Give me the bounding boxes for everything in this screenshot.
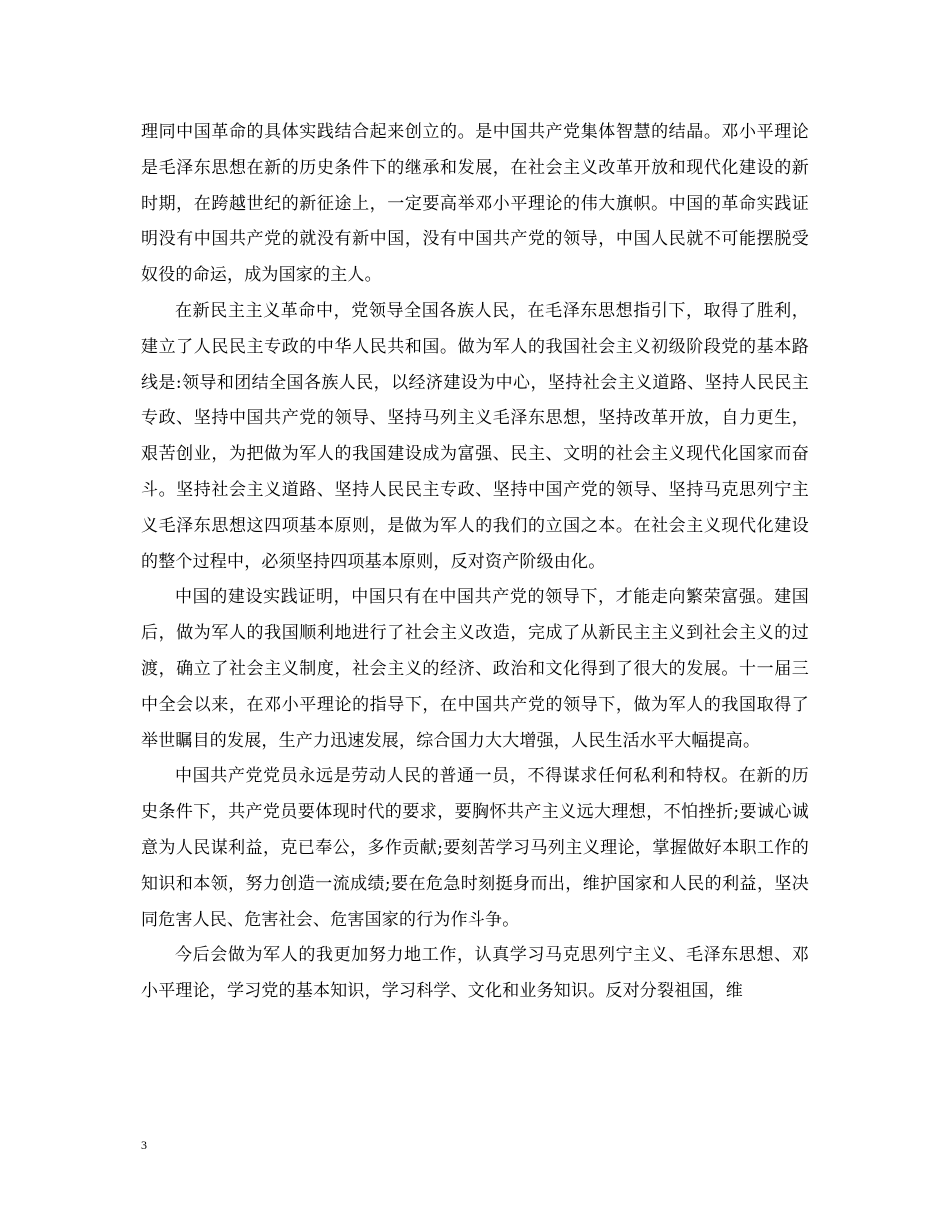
paragraph-1: 理同中国革命的具体实践结合起来创立的。是中国共产党集体智慧的结晶。邓小平理论是毛泽东思想在新的历史条件下的继承和发展，在社会主义改革开放和现代化建设的新时期，在跨越世纪的新征途上，一定要高举邓小平理论的伟大旗帜。中国的革命实践证明没有中国共产党的就没有新中国，没有中国共产党的领导，中国人民就不可能摆脱受奴役的命运，成为国家的主人。 xyxy=(141,122,809,286)
paragraph-2: 在新民主主义革命中，党领导全国各族人民，在毛泽东思想指引下，取得了胜利，建立了人民民主专政的中华人民共和国。做为军人的我国社会主义初级阶段党的基本路线是:领导和团结全国各族人民，以经济建设为中心，坚持社会主义道路、坚持人民民主专政、坚持中国共产党的领导、坚持马列主义毛泽东思想，坚持改革开放，自力更生，艰苦创业，为把做为军人的我国建设成为富强、民主、文明的社会主义现代化国家而奋斗。坚持社会主义道路、坚持人民民主专政、坚持中国产党的领导、坚持马克思列宁主义毛泽东思想这四项基本原则，是做为军人的我们的立国之本。在社会主义现代化建设的整个过程中，必须坚持四项基本原则，反对资产阶级由化。 xyxy=(141,300,809,572)
page-number: 3 xyxy=(141,1138,147,1152)
document-body xyxy=(141,115,809,1010)
paragraph-5: 今后会做为军人的我更加努力地工作，认真学习马克思列宁主义、毛泽东思想、邓小平理论，学习党的基本知识，学习科学、文化和业务知识。反对分裂祖国，维 xyxy=(141,945,809,1002)
paragraph-3: 中国的建设实践证明，中国只有在中国共产党的领导下，才能走向繁荣富强。建国后，做为军人的我国顺利地进行了社会主义改造，完成了从新民主主义到社会主义的过渡，确立了社会主义制度，社会主义的经济、政治和文化得到了很大的发展。十一届三中全会以来，在邓小平理论的指导下，在中国共产党的领导下，做为军人的我国取得了举世瞩目的发展，生产力迅速发展，综合国力大大增强，人民生活水平大幅提高。 xyxy=(141,587,809,751)
paragraph-4: 中国共产党党员永远是劳动人民的普通一员，不得谋求任何私利和特权。在新的历史条件下，共产党员要体现时代的要求，要胸怀共产主义远大理想，不怕挫折;要诚心诚意为人民谋利益，克已奉公，多作贡献;要刻苦学习马列主义理论，掌握做好本职工作的知识和本领，努力创造一流成绩;要在危急时刻挺身而出，维护国家和人民的利益，坚决同危害人民、危害社会、危害国家的行为作斗争。 xyxy=(141,766,809,930)
